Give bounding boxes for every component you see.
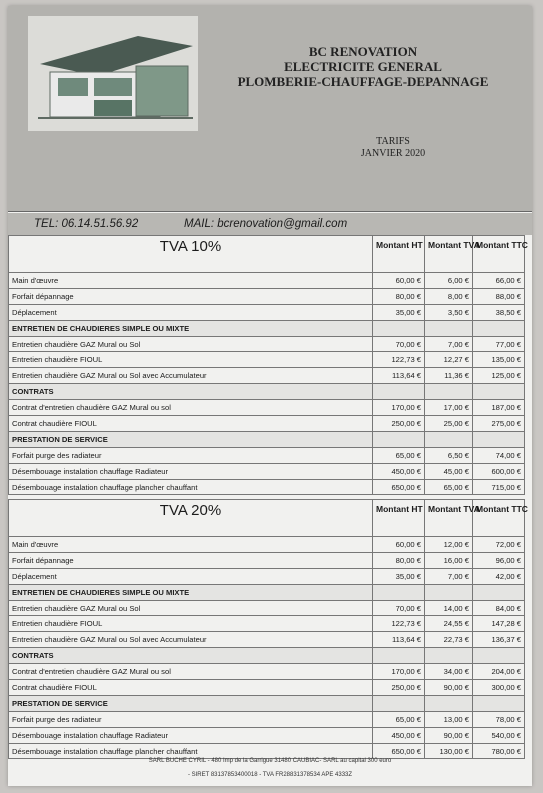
empty-cell xyxy=(473,431,525,447)
amount-tva: 16,00 € xyxy=(425,552,473,568)
column-header: Montant TVA xyxy=(425,236,473,273)
section-title: ENTRETIEN DE CHAUDIERES SIMPLE OU MIXTE xyxy=(9,320,373,336)
service-label: Forfait purge des radiateur xyxy=(9,447,373,463)
price-row xyxy=(9,463,525,479)
column-header: Montant TVA xyxy=(425,500,473,537)
amount-tva: 6,00 € xyxy=(425,273,473,289)
amount-tva: 14,00 € xyxy=(425,600,473,616)
service-label: Contrat d'entretien chaudière GAZ Mural ou sol xyxy=(9,400,373,416)
amount-ttc: 66,00 € xyxy=(473,273,525,289)
amount-ht: 650,00 € xyxy=(373,479,425,495)
amount-tva: 24,55 € xyxy=(425,616,473,632)
empty-cell xyxy=(425,648,473,664)
amount-ht: 70,00 € xyxy=(373,600,425,616)
price-table-tva10 xyxy=(8,235,528,495)
amount-ht: 113,64 € xyxy=(373,368,425,384)
empty-cell xyxy=(425,584,473,600)
amount-tva: 12,27 € xyxy=(425,352,473,368)
service-label: Contrat chaudière FIOUL xyxy=(9,416,373,432)
footer xyxy=(8,754,532,782)
empty-cell xyxy=(425,384,473,400)
amount-ht: 250,00 € xyxy=(373,680,425,696)
amount-tva: 13,00 € xyxy=(425,711,473,727)
service-label: Désembouage instalation chauffage Radiateur xyxy=(9,727,373,743)
amount-ttc: 147,28 € xyxy=(473,616,525,632)
price-row xyxy=(9,447,525,463)
price-row xyxy=(9,568,525,584)
column-header: Montant HT xyxy=(373,236,425,273)
amount-ht: 80,00 € xyxy=(373,288,425,304)
service-label: Contrat d'entretien chaudière GAZ Mural ou sol xyxy=(9,664,373,680)
amount-ht: 650,00 € xyxy=(373,743,425,759)
footer-line2: - SIRET 83137853400018 - TVA FR28831378534 APE 4333Z xyxy=(187,772,353,778)
amount-ttc: 77,00 € xyxy=(473,336,525,352)
contact-bar xyxy=(8,213,532,235)
empty-cell xyxy=(425,320,473,336)
amount-tva: 6,50 € xyxy=(425,447,473,463)
empty-cell xyxy=(373,320,425,336)
price-row xyxy=(9,400,525,416)
amount-ht: 122,73 € xyxy=(373,352,425,368)
amount-tva: 65,00 € xyxy=(425,479,473,495)
empty-cell xyxy=(373,584,425,600)
amount-ttc: 187,00 € xyxy=(473,400,525,416)
amount-ht: 70,00 € xyxy=(373,336,425,352)
empty-cell xyxy=(373,695,425,711)
amount-ht: 60,00 € xyxy=(373,273,425,289)
service-label: Main d'œuvre xyxy=(9,273,373,289)
amount-ht: 35,00 € xyxy=(373,304,425,320)
price-row xyxy=(9,632,525,648)
amount-ht: 80,00 € xyxy=(373,552,425,568)
footer-line1: SARL BUCHE CYRIL - 480 Imp de la Garrigue 31480 CAUBIAC- SARL au capital 300 euro xyxy=(148,758,392,764)
amount-ttc: 74,00 € xyxy=(473,447,525,463)
price-row xyxy=(9,273,525,289)
amount-ht: 65,00 € xyxy=(373,447,425,463)
section-title: ENTRETIEN DE CHAUDIERES SIMPLE OU MIXTE xyxy=(9,584,373,600)
price-row xyxy=(9,336,525,352)
amount-ht: 65,00 € xyxy=(373,711,425,727)
amount-tva: 22,73 € xyxy=(425,632,473,648)
price-row xyxy=(9,552,525,568)
amount-ttc: 78,00 € xyxy=(473,711,525,727)
empty-cell xyxy=(473,584,525,600)
service-label: Forfait purge des radiateur xyxy=(9,711,373,727)
amount-ttc: 300,00 € xyxy=(473,680,525,696)
amount-tva: 25,00 € xyxy=(425,416,473,432)
price-row xyxy=(9,664,525,680)
amount-tva: 34,00 € xyxy=(425,664,473,680)
section-title: PRESTATION DE SERVICE xyxy=(9,431,373,447)
amount-ttc: 540,00 € xyxy=(473,727,525,743)
tarifs-date: JANVIER 2020 xyxy=(360,148,426,159)
amount-ht: 250,00 € xyxy=(373,416,425,432)
service-label: Déplacement xyxy=(9,568,373,584)
amount-ht: 170,00 € xyxy=(373,664,425,680)
amount-ttc: 88,00 € xyxy=(473,288,525,304)
amount-tva: 12,00 € xyxy=(425,537,473,553)
price-row xyxy=(9,537,525,553)
empty-cell xyxy=(473,648,525,664)
price-table-tva20 xyxy=(8,499,528,759)
service-label: Entretien chaudière GAZ Mural ou Sol avec Accumulateur xyxy=(9,368,373,384)
service-label: Désembouage instalation chauffage plancher chauffant xyxy=(9,479,373,495)
service-label: Entretien chaudière FIOUL xyxy=(9,616,373,632)
service-label: Entretien chaudière FIOUL xyxy=(9,352,373,368)
amount-ttc: 96,00 € xyxy=(473,552,525,568)
amount-ttc: 275,00 € xyxy=(473,416,525,432)
amount-ttc: 600,00 € xyxy=(473,463,525,479)
price-row xyxy=(9,600,525,616)
section-row xyxy=(9,384,525,400)
email-text: MAIL: bcrenovation@gmail.com xyxy=(184,218,348,230)
amount-ttc: 42,00 € xyxy=(473,568,525,584)
amount-ttc: 136,37 € xyxy=(473,632,525,648)
section-title: CONTRATS xyxy=(9,384,373,400)
tva-rate-title: TVA 10% xyxy=(9,236,373,273)
empty-cell xyxy=(473,320,525,336)
empty-cell xyxy=(425,431,473,447)
amount-ht: 113,64 € xyxy=(373,632,425,648)
empty-cell xyxy=(373,384,425,400)
company-line3: PLOMBERIE-CHAUFFAGE-DEPANNAGE xyxy=(237,74,489,89)
tarifs-title: TARIFS xyxy=(376,136,410,147)
service-label: Main d'œuvre xyxy=(9,537,373,553)
amount-tva: 8,00 € xyxy=(425,288,473,304)
column-header: Montant HT xyxy=(373,500,425,537)
section-row xyxy=(9,320,525,336)
section-row xyxy=(9,648,525,664)
empty-cell xyxy=(373,431,425,447)
amount-tva: 7,00 € xyxy=(425,336,473,352)
service-label: Désembouage instalation chauffage plancher chauffant xyxy=(9,743,373,759)
empty-cell xyxy=(473,695,525,711)
amount-ttc: 204,00 € xyxy=(473,664,525,680)
service-label: Désembouage instalation chauffage Radiateur xyxy=(9,463,373,479)
price-row xyxy=(9,416,525,432)
amount-ttc: 715,00 € xyxy=(473,479,525,495)
section-row xyxy=(9,431,525,447)
price-row xyxy=(9,479,525,495)
price-row xyxy=(9,304,525,320)
section-title: PRESTATION DE SERVICE xyxy=(9,695,373,711)
service-label: Forfait dépannage xyxy=(9,288,373,304)
column-header: Montant TTC xyxy=(473,500,525,537)
company-block xyxy=(208,44,518,89)
company-name: BC RENOVATION xyxy=(308,44,418,59)
section-row xyxy=(9,584,525,600)
amount-ht: 122,73 € xyxy=(373,616,425,632)
house-logo xyxy=(28,16,198,131)
phone-text: TEL: 06.14.51.56.92 xyxy=(34,218,139,230)
company-line2: ELECTRICITE GENERAL xyxy=(284,59,442,74)
amount-tva: 90,00 € xyxy=(425,680,473,696)
amount-tva: 7,00 € xyxy=(425,568,473,584)
amount-ttc: 72,00 € xyxy=(473,537,525,553)
amount-ht: 60,00 € xyxy=(373,537,425,553)
table-header-row xyxy=(9,500,525,537)
service-label: Entretien chaudière GAZ Mural ou Sol xyxy=(9,600,373,616)
amount-tva: 90,00 € xyxy=(425,727,473,743)
amount-tva: 130,00 € xyxy=(425,743,473,759)
letterhead xyxy=(8,6,532,212)
price-row xyxy=(9,352,525,368)
price-row xyxy=(9,680,525,696)
amount-ttc: 125,00 € xyxy=(473,368,525,384)
amount-tva: 45,00 € xyxy=(425,463,473,479)
amount-tva: 17,00 € xyxy=(425,400,473,416)
amount-ttc: 780,00 € xyxy=(473,743,525,759)
table-header-row xyxy=(9,236,525,273)
price-row xyxy=(9,711,525,727)
amount-ttc: 135,00 € xyxy=(473,352,525,368)
column-header: Montant TTC xyxy=(473,236,525,273)
price-row xyxy=(9,616,525,632)
price-row xyxy=(9,368,525,384)
amount-tva: 3,50 € xyxy=(425,304,473,320)
amount-ttc: 38,50 € xyxy=(473,304,525,320)
section-title: CONTRATS xyxy=(9,648,373,664)
amount-ttc: 84,00 € xyxy=(473,600,525,616)
price-sheet xyxy=(8,6,532,786)
empty-cell xyxy=(473,384,525,400)
empty-cell xyxy=(425,695,473,711)
amount-ht: 35,00 € xyxy=(373,568,425,584)
empty-cell xyxy=(373,648,425,664)
service-label: Déplacement xyxy=(9,304,373,320)
service-label: Forfait dépannage xyxy=(9,552,373,568)
service-label: Contrat chaudière FIOUL xyxy=(9,680,373,696)
price-row xyxy=(9,727,525,743)
amount-tva: 11,36 € xyxy=(425,368,473,384)
tva-rate-title: TVA 20% xyxy=(9,500,373,537)
service-label: Entretien chaudière GAZ Mural ou Sol xyxy=(9,336,373,352)
service-label: Entretien chaudière GAZ Mural ou Sol avec Accumulateur xyxy=(9,632,373,648)
amount-ht: 450,00 € xyxy=(373,727,425,743)
tarifs-block xyxy=(338,136,448,160)
price-row xyxy=(9,288,525,304)
amount-ht: 450,00 € xyxy=(373,463,425,479)
section-row xyxy=(9,695,525,711)
amount-ht: 170,00 € xyxy=(373,400,425,416)
